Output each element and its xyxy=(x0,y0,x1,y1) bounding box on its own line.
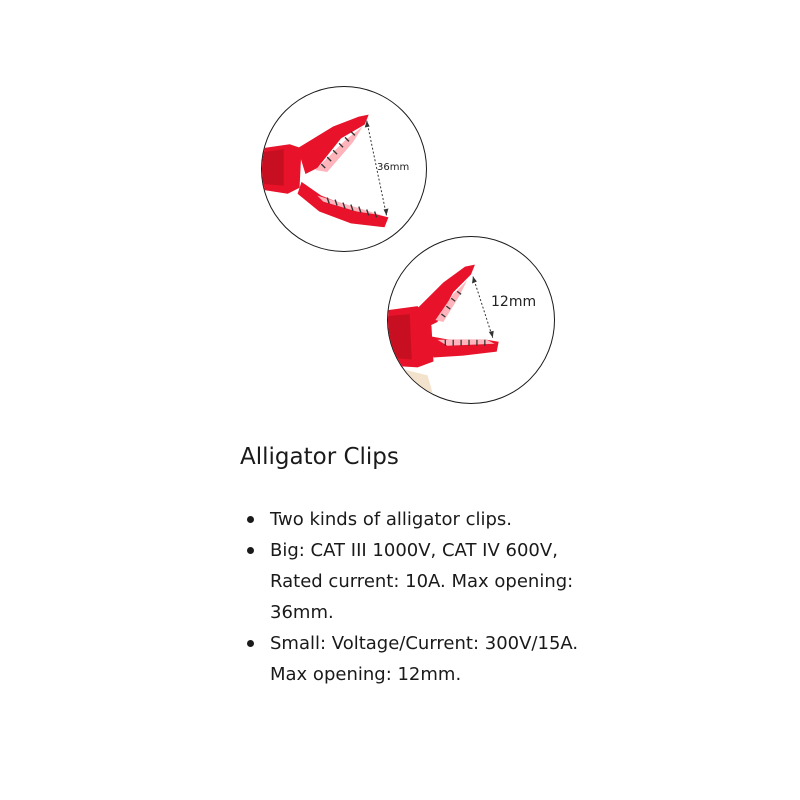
bullet-icon xyxy=(247,547,254,554)
list-item xyxy=(240,628,600,690)
feature-list xyxy=(240,504,600,690)
list-item-text: Small: Voltage/Current: 300V/15A. Max opening: 12mm. xyxy=(270,633,579,685)
section-title: Alligator Clips xyxy=(240,444,399,470)
small-clip-dimension-label: 12mm xyxy=(491,294,537,310)
bullet-icon xyxy=(247,516,254,523)
big-clip-dimension-label: 36mm xyxy=(377,162,410,173)
bullet-icon xyxy=(247,640,254,647)
list-item xyxy=(240,504,600,535)
big-clip-image xyxy=(261,86,427,252)
list-item-text: Big: CAT III 1000V, CAT IV 600V, Rated current: 10A. Max opening: 36mm. xyxy=(270,540,574,623)
list-item-text: Two kinds of alligator clips. xyxy=(270,509,513,530)
small-alligator-clip-illustration xyxy=(388,237,554,403)
list-item xyxy=(240,535,600,628)
small-clip-image xyxy=(387,236,555,404)
